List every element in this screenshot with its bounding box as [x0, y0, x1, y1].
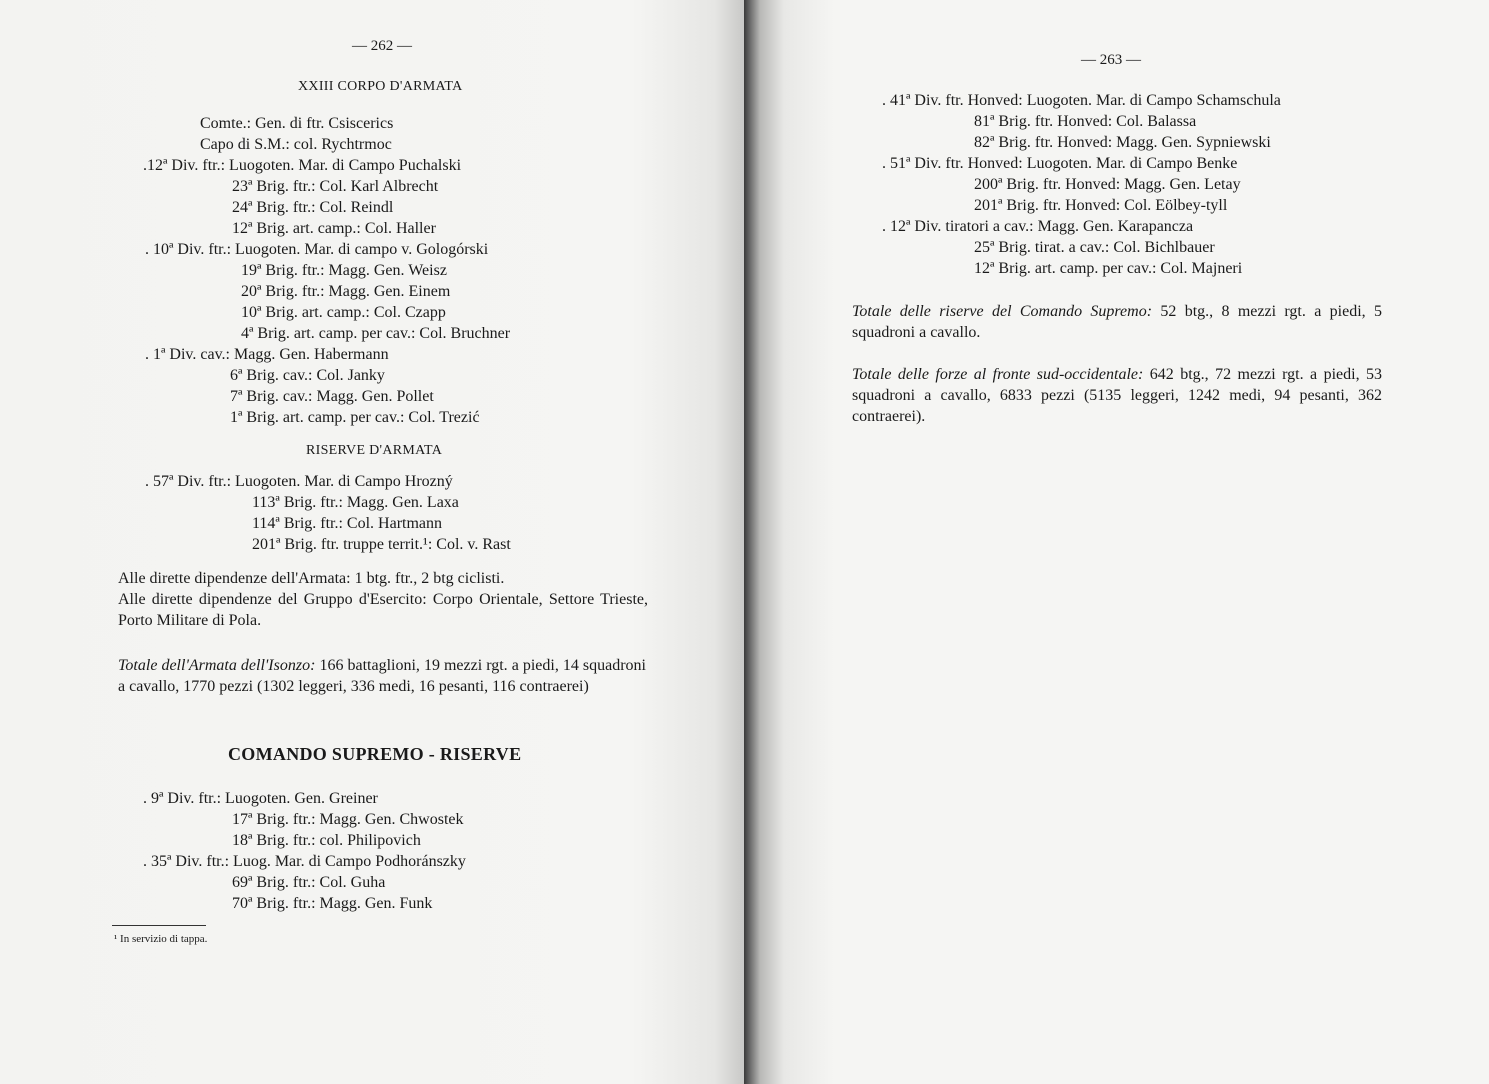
left-page	[0, 0, 744, 1084]
corps-line: 10ª Brig. art. camp.: Col. Czapp	[241, 304, 446, 321]
corps-line: 12ª Brig. art. camp.: Col. Haller	[232, 220, 436, 237]
supreme-line: 17ª Brig. ftr.: Magg. Gen. Chwostek	[232, 811, 464, 828]
brigade-line: 81ª Brig. ftr. Honved: Col. Balassa	[974, 113, 1197, 130]
brigade-line: 201ª Brig. ftr. Honved: Col. Eölbey-tyll	[974, 197, 1228, 214]
corps-line: Capo di S.M.: col. Rychtrmoc	[200, 136, 392, 153]
division-line: . 51ª Div. ftr. Honved: Luogoten. Mar. di Campo Benke	[882, 155, 1238, 172]
brigade-line: 25ª Brig. tirat. a cav.: Col. Bichlbauer	[974, 239, 1215, 256]
supreme-division-line: . 9ª Div. ftr.: Luogoten. Gen. Greiner	[143, 790, 378, 807]
division-line: . 12ª Div. tiratori a cav.: Magg. Gen. Karapancza	[882, 218, 1194, 235]
supreme-reserve-total-label: Totale delle riserve del Comando Supremo:	[852, 303, 1153, 320]
page-number-left: — 262 —	[352, 38, 412, 54]
supreme-line: 69ª Brig. ftr.: Col. Guha	[232, 874, 386, 891]
front-total-label: Totale delle forze al fronte sud-occidentale:	[852, 366, 1144, 383]
section-title-xxiii-corps: XXIII CORPO D'ARMATA	[298, 79, 463, 94]
supreme-division-line: . 35ª Div. ftr.: Luog. Mar. di Campo Podhoránszky	[143, 853, 466, 870]
corps-line: 20ª Brig. ftr.: Magg. Gen. Einem	[241, 283, 451, 300]
corps-division-line: . 1ª Div. cav.: Magg. Gen. Habermann	[145, 346, 389, 363]
supreme-line: 18ª Brig. ftr.: col. Philipovich	[232, 832, 421, 849]
reserve-line: 113ª Brig. ftr.: Magg. Gen. Laxa	[252, 494, 459, 511]
corps-line: 6ª Brig. cav.: Col. Janky	[230, 367, 385, 384]
reserve-line: 201ª Brig. ftr. truppe territ.¹: Col. v. Rast	[252, 536, 511, 553]
corps-line: 1ª Brig. art. camp. per cav.: Col. Trezić	[230, 409, 480, 426]
corps-division-line: . 10ª Div. ftr.: Luogoten. Mar. di campo v. Gologórski	[145, 241, 489, 258]
corps-line: 7ª Brig. cav.: Magg. Gen. Pollet	[230, 388, 434, 405]
brigade-line: 82ª Brig. ftr. Honved: Magg. Gen. Sypniewski	[974, 134, 1271, 151]
footnote: ¹ In servizio di tappa.	[114, 933, 208, 945]
corps-line: 24ª Brig. ftr.: Col. Reindl	[232, 199, 394, 216]
division-line: . 41ª Div. ftr. Honved: Luogoten. Mar. di Campo Schamschula	[882, 92, 1281, 109]
supreme-line: 70ª Brig. ftr.: Magg. Gen. Funk	[232, 895, 433, 912]
supreme-reserve-total-paragraph	[852, 301, 1382, 343]
army-total-paragraph	[118, 655, 646, 697]
army-total-text: 166 battaglioni, 19 mezzi rgt. a piedi, 14 squadroni a cavallo, 1770 pezzi (1302 leggeri, 336 medi, 16 pesanti, 116 contraerei)	[118, 657, 646, 695]
dependencies-army-group: Alle dirette dipendenze del Gruppo d'Esercito: Corpo Orientale, Settore Trieste, Porto Militare di Pola.	[118, 591, 648, 629]
footnote-rule	[112, 925, 206, 926]
reserve-line: 114ª Brig. ftr.: Col. Hartmann	[252, 515, 443, 532]
page-number-right: — 263 —	[1081, 52, 1141, 68]
army-total-label: Totale dell'Armata dell'Isonzo:	[118, 657, 316, 674]
corps-line: 4ª Brig. art. camp. per cav.: Col. Bruchner	[241, 325, 511, 342]
front-total-paragraph	[852, 364, 1382, 427]
reserve-title: RISERVE D'ARMATA	[306, 443, 443, 458]
corps-line: 23ª Brig. ftr.: Col. Karl Albrecht	[232, 178, 439, 195]
corps-division-line: .12ª Div. ftr.: Luogoten. Mar. di Campo Puchalski	[143, 157, 462, 174]
front-total-text: 642 btg., 72 mezzi rgt. a piedi, 53 squadroni a cavallo, 6833 pezzi (5135 leggeri, 1242 medi, 94 pesanti, 362 contraerei).	[852, 366, 1383, 425]
supreme-reserve-title: COMANDO SUPREMO - RISERVE	[228, 744, 522, 764]
supreme-reserve-total-text: 52 btg., 8 mezzi rgt. a piedi, 5 squadroni a cavallo.	[852, 303, 1382, 341]
brigade-line: 200ª Brig. ftr. Honved: Magg. Gen. Letay	[974, 176, 1241, 193]
corps-line: 19ª Brig. ftr.: Magg. Gen. Weisz	[241, 262, 447, 279]
brigade-line: 12ª Brig. art. camp. per cav.: Col. Majneri	[974, 260, 1243, 277]
dependencies-army: Alle dirette dipendenze dell'Armata: 1 btg. ftr., 2 btg ciclisti.	[118, 570, 505, 587]
right-page	[744, 0, 1489, 1084]
reserve-division-line: . 57ª Div. ftr.: Luogoten. Mar. di Campo Hrozný	[145, 473, 453, 490]
corps-line: Comte.: Gen. di ftr. Csiscerics	[200, 115, 394, 132]
